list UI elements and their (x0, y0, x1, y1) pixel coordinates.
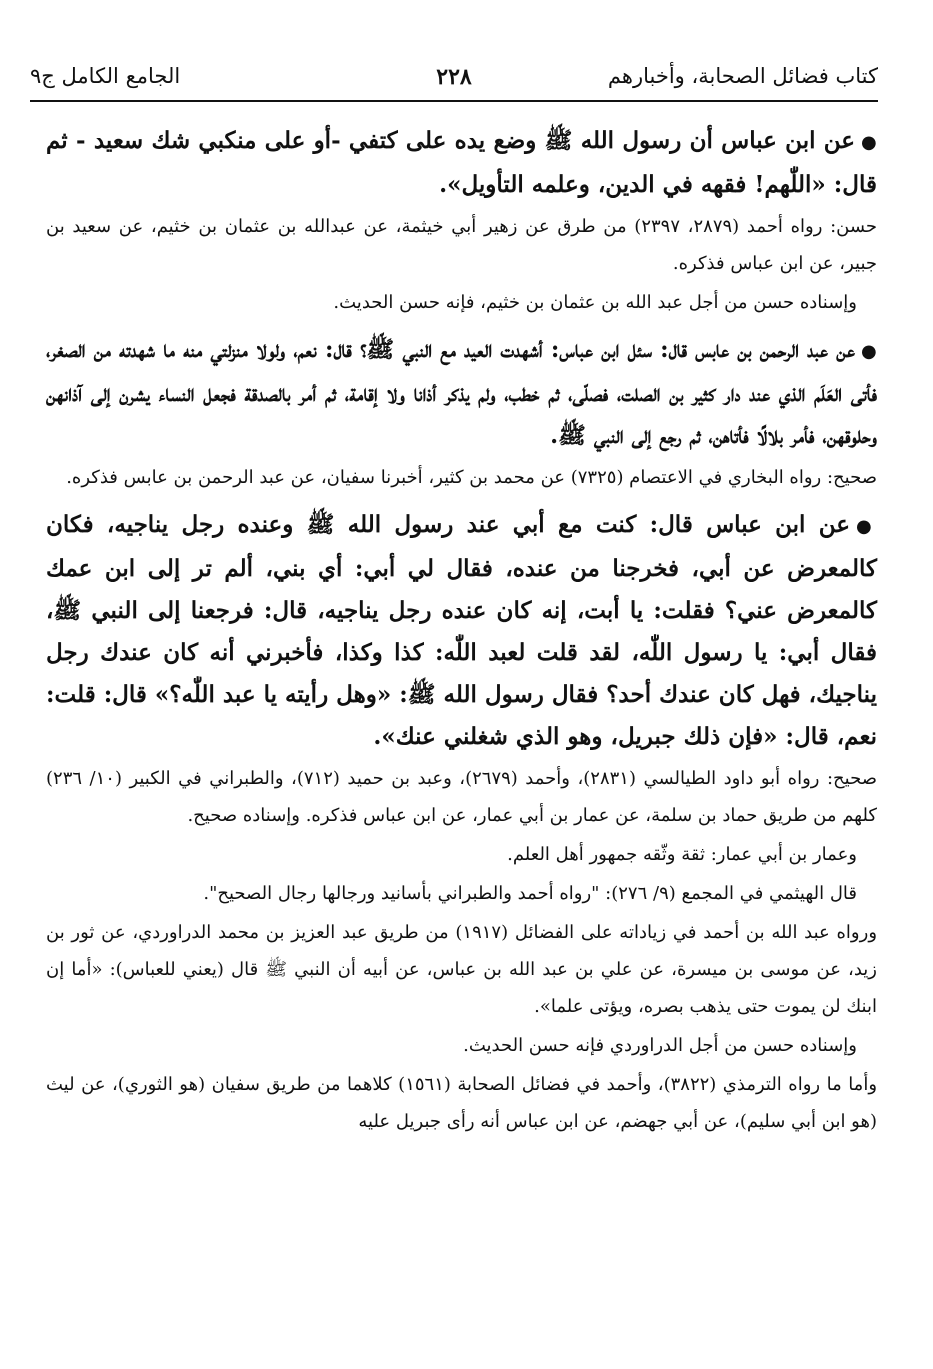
hadith-paragraph: ●عن عبد الرحمن بن عابس قال: سئل ابن عباس: أشهدت العيد مع النبي ﷺ؟ قال: نعم، ولولا منزلتي منه ما شهدته من الصغر، فأتى العَلَم الذي عند دار كثير بن الصلت، فصلّى، ثم خطب، ولم يذكر أذانا ولا إقامة، ثم أمر بالصدقة فجعل النساء يشرن إلى آذانهن وحلوقهن، فأمر بلالًا فأتاهن، ثم رجع إلى النبي ﷺ. (46, 336, 877, 449)
takhrij-note: وأما ما رواه الترمذي (٣٨٢٢)، وأحمد في فضائل الصحابة (١٥٦١) كلاهما من طريق سفيان (هو الثوري)، عن ليث (هو ابن أبي سليم)، عن أبي جهضم، عن ابن عباس أنه رأى جبريل عليه (46, 1074, 878, 1132)
takhrij-note: وإسناده حسن من أجل الدراوردي فإنه حسن الحديث. (463, 1035, 857, 1056)
takhrij-note: صحيح: رواه البخاري في الاعتصام (٧٣٢٥) عن محمد بن كثير، أخبرنا سفيان، عن عبد الرحمن بن عابس فذكره. (66, 467, 877, 488)
takhrij-note: حسن: رواه أحمد (٢٨٧٩، ٢٣٩٧) من طرق عن زهير أبي خيثمة، عن عبدالله بن عثمان بن خثيم، عن سعيد بن جبير، عن ابن عباس فذكره. (46, 216, 878, 274)
header-divider (30, 100, 878, 102)
takhrij-note: صحيح: رواه أبو داود الطيالسي (٢٨٣١)، وأحمد (٢٦٧٩)، وعبد بن حميد (٧١٢)، والطبراني في الكبير (١٠/ ٢٣٦) كلهم من طريق حماد بن سلمة، عن عمار بن أبي عمار، عن ابن عباس فذكره. وإسناده صحيح. (46, 768, 877, 826)
hadith-paragraph: ●عن ابن عباس قال: كنت مع أبي عند رسول الله ﷺ وعنده رجل يناجيه، فكان كالمعرض عن أبي، فخرجنا من عنده، فقال لي أبي: أي بني، ألم تر إلى ابن عمك كالمعرض عني؟ فقلت: يا أبت، إنه كان عنده رجل يناجيه، قال: فرجعنا إلى النبي ﷺ، فقال أبي: يا رسول اللّٰه، لقد قلت لعبد اللّٰه: كذا وكذا، فأخبرني أنه كان عندك رجل يناجيك، فهل كان عندك أحد؟ فقال رسول الله ﷺ: «وهل رأيته يا عبد اللّٰه؟» قال: قلت: نعم، قال: «فإن ذلك جبريل، وهو الذي شغلني عنك». (46, 511, 877, 750)
takhrij-note: وإسناده حسن من أجل عبد الله بن عثمان بن خثيم، فإنه حسن الحديث. (333, 292, 857, 313)
bullet-icon: ● (861, 341, 877, 362)
bullet-icon: ● (855, 516, 877, 537)
volume-title: الجامع الكامل ج٩ (30, 64, 181, 88)
bullet-icon: ● (861, 132, 877, 153)
hadith-paragraph: ●عن ابن عباس أن رسول الله ﷺ وضع يده على كتفي -أو على منكبي شك سعيد - ثم قال: «اللّٰهم! فقهه في الدين، وعلمه التأويل». (46, 127, 877, 198)
takhrij-note: ورواه عبد الله بن أحمد في زياداته على الفضائل (١٩١٧) من طريق عبد العزيز بن محمد الدراوردي، عن ثور بن زيد، عن موسى بن ميسرة، عن علي بن عبد الله بن عباس، عن أبيه أن النبي ﷺ قال (يعني للعباس): «أما إن ابنك لن يموت حتى يذهب بصره، ويؤتى علما». (46, 922, 878, 1017)
page-number: ٢٢٨ (436, 64, 472, 90)
running-title: كتاب فضائل الصحابة، وأخبارهم (607, 64, 878, 88)
takhrij-note: قال الهيثمي في المجمع (٩/ ٢٧٦): "رواه أحمد والطبراني بأسانيد ورجالها رجال الصحيح". (203, 883, 857, 904)
page-header (30, 58, 878, 102)
takhrij-note: وعمار بن أبي عمار: ثقة وثّقه جمهور أهل العلم. (507, 844, 857, 865)
page-body (46, 120, 877, 1140)
